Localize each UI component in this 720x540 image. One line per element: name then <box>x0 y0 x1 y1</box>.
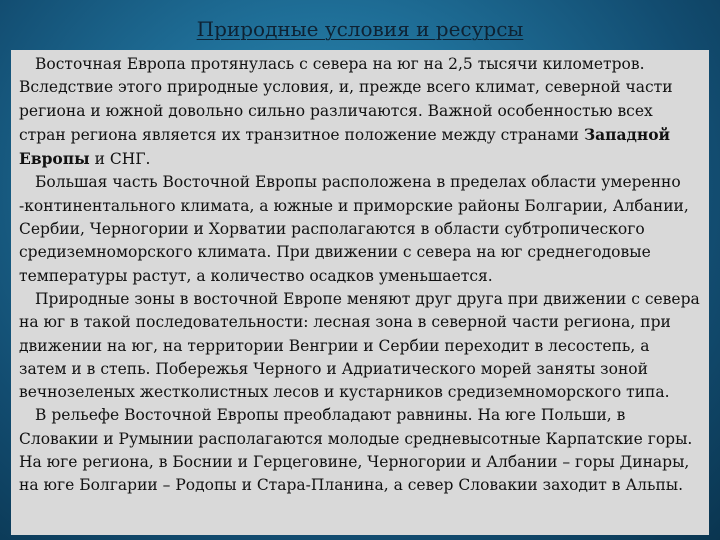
text-panel <box>11 50 709 535</box>
slide-title-text: Природные условия и ресурсы <box>196 17 524 41</box>
paragraph-3: Природные зоны в восточной Европе меняют друг друга при движении с севера на юг в такой последовательности: лесная зона в северной части региона, при движении на юг, на территории Венгрии и Сербии переходит в лесостепь, а затем и в степь. Побережья Черного и Адриатического морей заняты зоной вечнозеленых жестколистных лесов и кустарников средиземноморского типа. <box>19 289 700 402</box>
paragraph-2: Большая часть Восточной Европы расположена в пределах области умеренно -континентального климата, а южные и приморские районы Болгарии, Албании, Сербии, Черногории и Хорватии располагаются в области субтропического средиземноморского климата. При движении с севера на юг среднегодовые температуры растут, а количество осадков уменьшается. <box>19 173 689 285</box>
paragraph-1-text: Восточная Европа протянулась с севера на юг на 2,5 тысячи километров. Вследствие этого природные условия, и, прежде всего климат, северной части региона и южной довольно сильно различаются. Важной особенностью всех стран региона является их транзитное положение между странами <box>19 55 673 144</box>
paragraph-4: В рельефе Восточной Европы преобладают равнины. На юге Польши, в Словакии и Румынии располагаются молодые средневысотные Карпатские горы. На юге региона, в Боснии и Герцеговине, Черногории и Албании – горы Динары, на юге Болгарии – Родопы и Стара-Планина, а север Словакии заходит в Альпы. <box>19 406 693 495</box>
paragraph-1-bold: Западной Европы <box>19 124 671 169</box>
paragraph-1 <box>19 53 701 171</box>
slide-title <box>0 15 720 43</box>
paragraph-1-end: и СНГ. <box>89 150 151 169</box>
